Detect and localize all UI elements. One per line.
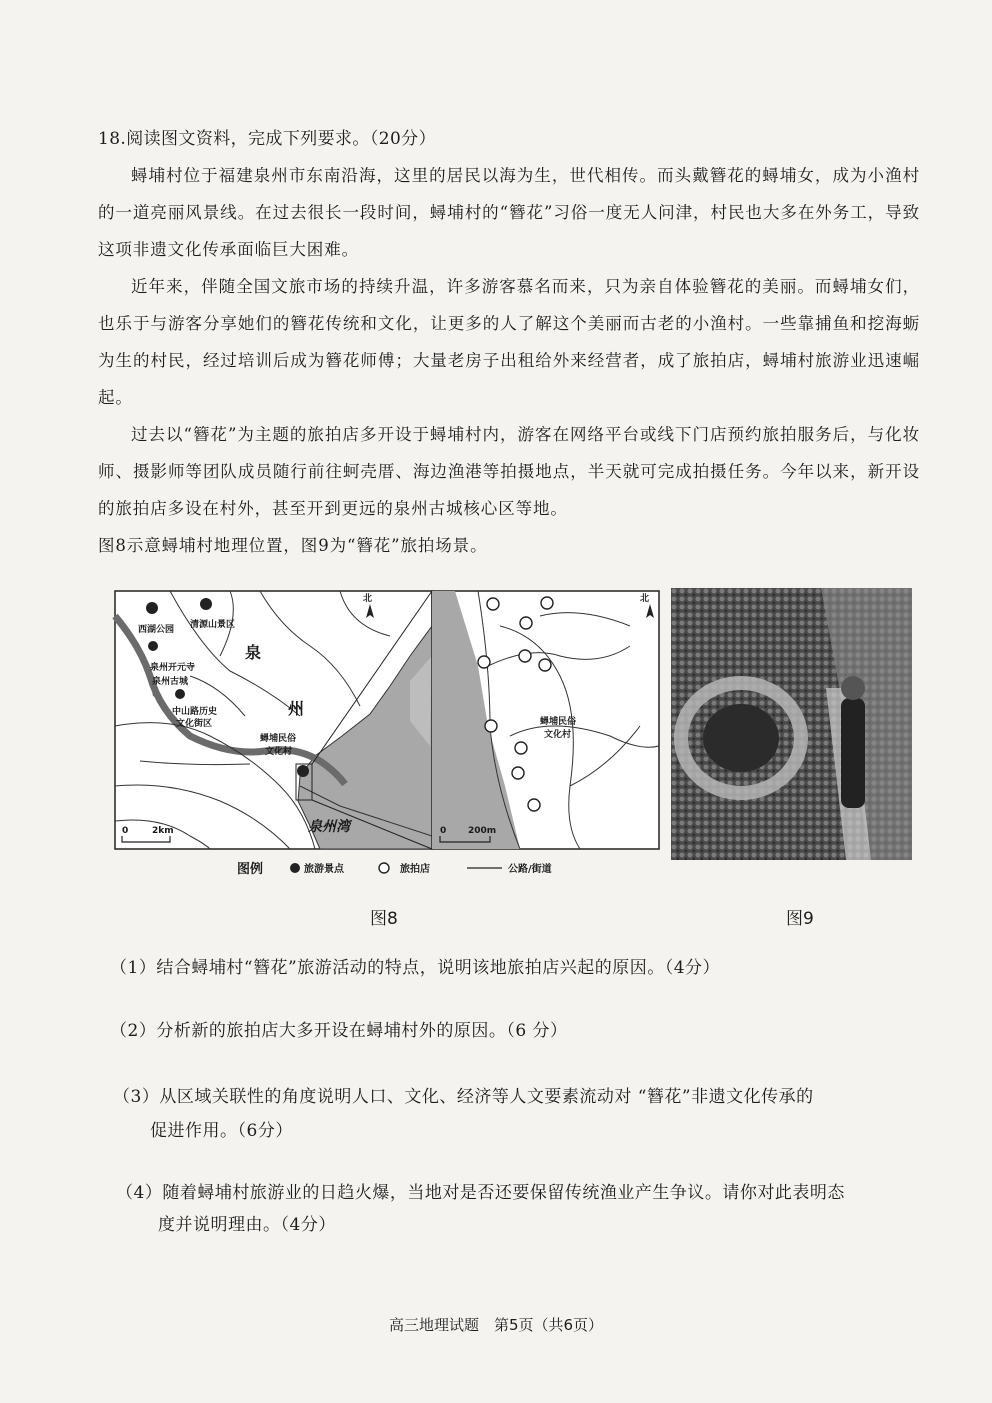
label-zhou: 州 <box>288 699 305 718</box>
subquestion-4-line-1: （4）随着蟳埔村旅游业的日趋火爆，当地对是否还要保留传统渔业产生争议。请你对此表明态 <box>116 1183 845 1203</box>
page-footer: 高三地理试题 第5页（共6页） <box>388 1316 604 1334</box>
scale-zero-left: 0 <box>122 826 129 836</box>
label-kaiyuan: 泉州开元寺 <box>150 663 196 673</box>
scale-value-right: 200m <box>468 826 497 836</box>
paragraph-3: 过去以“簪花”为主题的旅拍店多开设于蟳埔村内，游客在网络平台或线下门店预约旅拍服务后，与化妆师、摄影师等团队成员随行前往蚵壳厝、海边渔港等拍摄地点，半天就可完成拍摄任务。今年以来，新开设的旅拍店多设在村外，甚至开到更远的泉州古城核心区等地。 <box>98 425 920 518</box>
figure-8-maps <box>110 586 662 886</box>
left-map <box>115 591 432 849</box>
north-label-left: 北 <box>363 594 373 604</box>
label-xihu: 西湖公园 <box>138 625 175 635</box>
scale-zero-right: 0 <box>440 826 447 836</box>
legend-title: 图例 <box>237 862 264 877</box>
label-xunpu-2: 文化村 <box>265 747 293 757</box>
figure-intro: 图8示意蟳埔村地理位置，图9为“簪花”旅拍场景。 <box>98 536 488 555</box>
paragraph-1: 蟳埔村位于福建泉州市东南沿海，这里的居民以海为生，世代相传。而头戴簪花的蟳埔女，成为小渔村的一道亮丽风景线。在过去很长一段时间，蟳埔村的“簪花”习俗一度无人问津，村民也大多在外务工，导致这项非遗文化传承面临巨大困难。 <box>98 166 920 259</box>
label-gucheng: 泉州古城 <box>152 677 189 687</box>
label-xunpu-1: 蟳埔民俗 <box>260 734 297 744</box>
question-title: 18.阅读图文资料，完成下列要求。（20分） <box>98 129 436 149</box>
label-qingyuan: 清源山景区 <box>190 620 236 630</box>
tourist-spot-icon <box>290 863 300 873</box>
subquestion-4-line-2: 度并说明理由。（4分） <box>158 1215 336 1235</box>
label-xunpu-right-2: 文化村 <box>544 730 572 740</box>
figure-8-caption: 图8 <box>370 909 398 929</box>
paragraph-2: 近年来，伴随全国文旅市场的持续升温，许多游客慕名而来，只为亲自体验簪花的美丽。而蟳埔女们，也乐于与游客分享她们的簪花传统和文化，让更多的人了解这个美丽而古老的小渔村。一些靠捕鱼和挖海蛎为生的村民，经过培训后成为簪花师傅；大量老房子出租给外来经营者，成了旅拍店，蟳埔村旅游业迅速崛起。 <box>98 277 920 407</box>
subquestion-3-line-1: （3）从区域关联性的角度说明人口、文化、经济等人文要素流动对 “簪花”非遗文化传承的 <box>113 1087 814 1107</box>
subquestion-1: （1）结合蟳埔村“簪花”旅游活动的特点，说明该地旅拍店兴起的原因。（4分） <box>110 958 721 978</box>
scale-value-left: 2km <box>152 826 174 836</box>
north-label-right: 北 <box>640 594 650 604</box>
figure-9-photo <box>671 588 912 860</box>
legend-item-spot: 旅游景点 <box>304 864 344 875</box>
label-zhongshan-1: 中山路历史 <box>172 707 218 717</box>
map-legend <box>237 861 552 877</box>
photo-shop-icon <box>379 863 389 873</box>
subquestion-2: （2）分析新的旅拍店大多开设在蟳埔村外的原因。（6 分） <box>110 1021 568 1041</box>
label-xunpu-right-1: 蟳埔民俗 <box>540 717 577 727</box>
label-bay: 泉州湾 <box>308 819 350 835</box>
legend-item-road: 公路/街道 <box>508 864 552 875</box>
figure-9-caption: 图9 <box>786 909 814 929</box>
label-zhongshan-2: 文化街区 <box>176 719 213 729</box>
right-map <box>432 591 659 849</box>
legend-item-shop: 旅拍店 <box>400 864 430 875</box>
label-quan: 泉 <box>245 643 262 662</box>
subquestion-3-line-2: 促进作用。（6分） <box>150 1121 293 1141</box>
